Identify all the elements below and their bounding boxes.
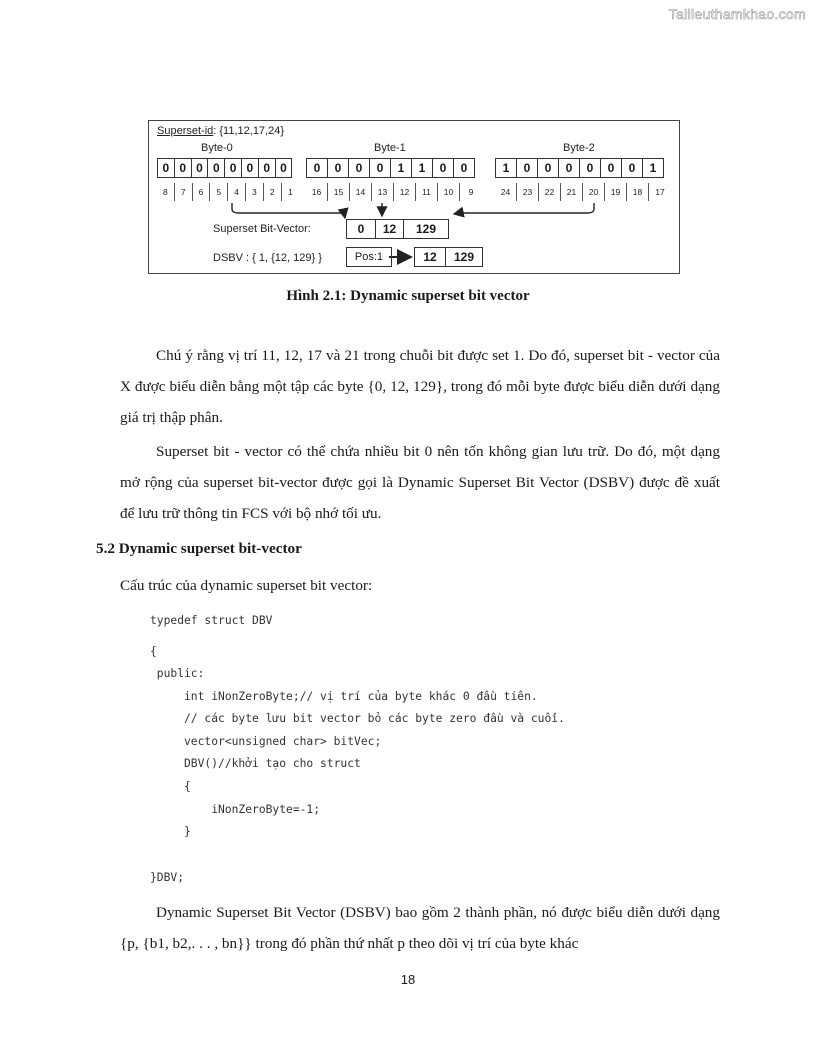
bit-position: 16 (306, 183, 328, 201)
sbv-value: 12 (375, 219, 404, 239)
byte-0-label: Byte-0 (201, 142, 233, 154)
bit-cell: 1 (495, 158, 517, 178)
bit-position: 14 (350, 183, 372, 201)
bit-position: 1 (288, 187, 293, 197)
bit-position: 3 (246, 183, 264, 201)
bit-position: 12 (394, 183, 416, 201)
bit-cell: 1 (390, 158, 412, 178)
bit-cell: 0 (348, 158, 370, 178)
bit-position: 13 (372, 183, 394, 201)
code-line: typedef struct DBV (150, 614, 273, 627)
bit-cell: 0 (191, 158, 209, 178)
figure-caption: Hình 2.1: Dynamic superset bit vector (286, 288, 530, 304)
bit-cell: 0 (224, 158, 242, 178)
arrow-byte0-line (232, 203, 344, 213)
bit-position: 5 (210, 183, 228, 201)
code-line: // các byte lưu bit vector bỏ các byte zero đầu và cuối. (150, 712, 565, 725)
arrow-byte2 (454, 213, 459, 214)
code-line: vector<unsigned char> bitVec; (150, 735, 382, 748)
bit-position: 18 (627, 183, 649, 201)
sbv-value: 0 (346, 219, 376, 239)
bit-cell: 0 (579, 158, 601, 178)
byte-1-label: Byte-1 (374, 142, 406, 154)
dsbv-figure (148, 120, 680, 274)
code-line: int iNonZeroByte;// vị trí của byte khác 0 đầu tiên. (150, 690, 538, 703)
bit-position: 21 (561, 183, 583, 201)
sbv-label: Superset Bit-Vector: (213, 223, 311, 235)
bit-position: 24 (495, 183, 517, 201)
bit-cell: 0 (600, 158, 622, 178)
code-line: }DBV; (150, 871, 185, 884)
bit-cell: 0 (241, 158, 259, 178)
arrow-byte2-line (459, 203, 594, 213)
code-line: { (150, 780, 191, 793)
bit-cell: 0 (306, 158, 328, 178)
code-line: } (150, 825, 191, 838)
paragraph-2: Superset bit - vector có thể chứa nhiều bit 0 nên tốn không gian lưu trữ. Do đó, một dạng mở rộng của superset bit-vector được gọi là Dynamic Superset Bit Vector (DSBV) được đề xuất để lưu trữ thông tin FCS với bộ nhớ tối ưu. (120, 443, 720, 522)
byte-2-label: Byte-2 (563, 142, 595, 154)
bit-cell: 1 (642, 158, 664, 178)
page-number: 18 (400, 972, 416, 987)
bit-cell: 0 (327, 158, 349, 178)
bit-position: 7 (175, 183, 193, 201)
bit-cell: 0 (275, 158, 293, 178)
code-line: iNonZeroByte=-1; (150, 803, 321, 816)
bit-cell: 0 (207, 158, 225, 178)
bit-cell: 0 (432, 158, 454, 178)
paragraph-1: Chú ý rằng vị trí 11, 12, 17 và 21 trong chuỗi bit được set 1. Do đó, superset bit - vector của X được biểu diễn bằng một tập các byte {0, 12, 129}, trong đó mỗi byte được biểu diễn dưới dạng giá trị thập phân. (120, 347, 720, 426)
bit-position: 2 (264, 183, 282, 201)
bit-position: 15 (328, 183, 350, 201)
arrow-byte0 (344, 213, 345, 218)
bit-cell: 0 (174, 158, 192, 178)
bit-position: 11 (416, 183, 438, 201)
bit-position: 8 (157, 183, 175, 201)
bit-position: 4 (228, 183, 246, 201)
bit-position: 19 (605, 183, 627, 201)
bit-cell: 0 (621, 158, 643, 178)
bit-cell: 0 (369, 158, 391, 178)
section-heading: 5.2 Dynamic superset bit-vector (96, 540, 302, 557)
bit-cell: 0 (157, 158, 175, 178)
bit-position: 6 (193, 183, 211, 201)
pos-cell: Pos:1 (346, 247, 392, 267)
bit-position: 17 (655, 187, 665, 197)
bit-cell: 0 (537, 158, 559, 178)
code-intro: Cấu trúc của dynamic superset bit vector: (120, 577, 373, 594)
bit-position: 10 (438, 183, 460, 201)
bit-position: 9 (468, 187, 474, 197)
paragraph-3: Dynamic Superset Bit Vector (DSBV) bao gồm 2 thành phần, nó được biểu diễn dưới dạng {p, {b1, b2,. . . , bn}} trong đó phần thứ nhất p theo dõi vị trí của byte khác (120, 904, 720, 952)
dsbv-value: 129 (445, 247, 483, 267)
bit-position: 22 (539, 183, 561, 201)
bit-cell: 0 (558, 158, 580, 178)
superset-id-label: Superset-id: {11,12,17,24} (157, 125, 285, 137)
sbv-value: 129 (403, 219, 449, 239)
code-line: public: (150, 667, 205, 680)
code-line: { (150, 645, 157, 658)
dsbv-label: DSBV : { 1, {12, 129} } (213, 252, 322, 264)
bit-cell: 1 (411, 158, 433, 178)
watermark: Tailieuthamkhao.com (668, 6, 806, 22)
bit-position: 20 (583, 183, 605, 201)
bit-cell: 0 (258, 158, 276, 178)
code-line: DBV()//khởi tạo cho struct (150, 757, 361, 770)
bit-position: 23 (517, 183, 539, 201)
bit-cell: 0 (516, 158, 538, 178)
bit-cell: 0 (453, 158, 475, 178)
dsbv-value: 12 (414, 247, 446, 267)
